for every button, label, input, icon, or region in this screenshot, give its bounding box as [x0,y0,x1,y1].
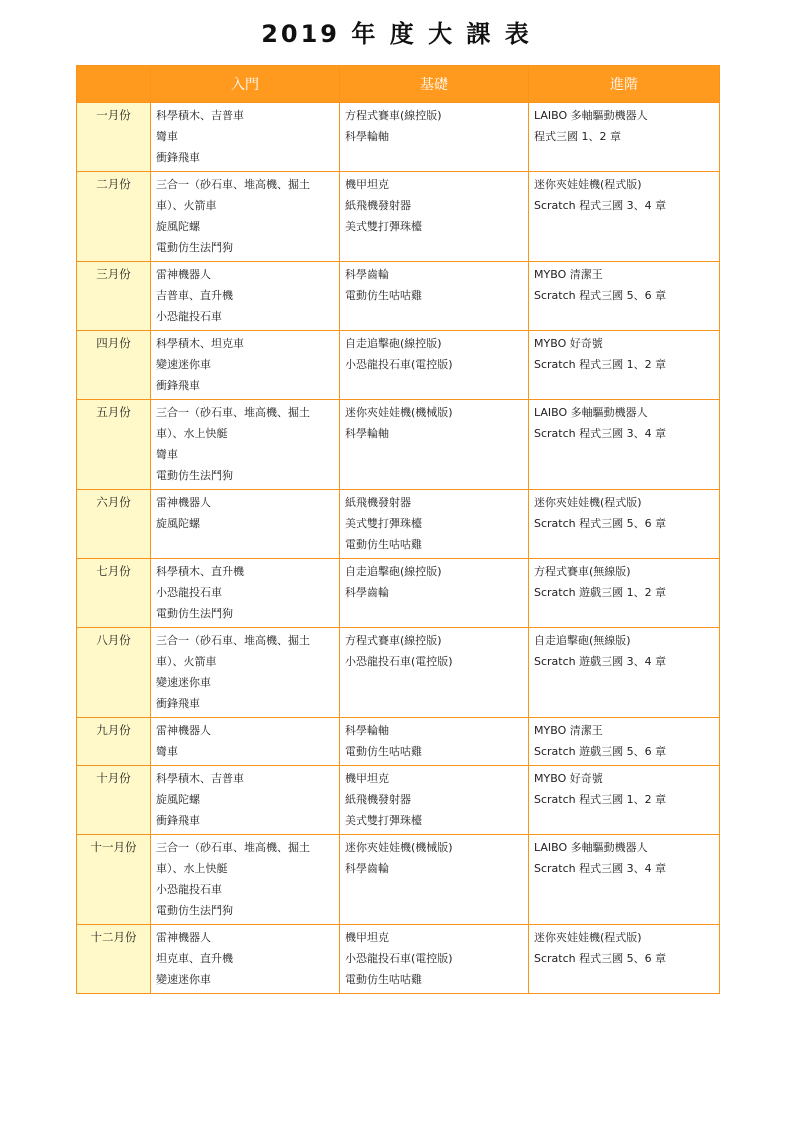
advanced-cell [529,103,720,172]
basic-cell [340,262,529,331]
course-item: MYBO 好奇號 [534,337,603,350]
page-title: 2019 年 度 大 課 表 [261,20,532,48]
course-item: 小恐龍投石車 [156,883,222,896]
course-item: 自走追擊砲(無線版) [534,634,631,647]
table-row [77,400,720,490]
month-cell: 一月份 [77,103,151,172]
table-row [77,628,720,718]
course-item: 小恐龍投石車 [156,586,222,599]
course-item: Scratch 遊戲三國 5、6 章 [534,745,667,758]
course-item: 科學積木、坦克車 [156,337,244,350]
course-item: Scratch 程式三國 1、2 章 [534,358,667,371]
course-item: Scratch 程式三國 3、4 章 [534,199,667,212]
beginner-cell [151,766,340,835]
course-item: 電動仿生法鬥狗 [156,469,233,482]
course-item: 電動仿生法鬥狗 [156,607,233,620]
month-cell: 五月份 [77,400,151,490]
course-item: 機甲坦克 [345,931,389,944]
advanced-cell [529,628,720,718]
course-item: 雷神機器人 [156,931,211,944]
course-item: 彎車 [156,448,178,461]
course-item: 紙飛機發射器 [345,793,411,806]
basic-cell [340,925,529,994]
beginner-cell [151,559,340,628]
course-item: 電動仿生法鬥狗 [156,241,233,254]
advanced-cell [529,331,720,400]
course-item: 電動仿生咕咕雞 [345,973,422,986]
course-item: 旋風陀螺 [156,517,200,530]
beginner-cell [151,172,340,262]
basic-cell [340,172,529,262]
course-item: 電動仿生咕咕雞 [345,538,422,551]
table-row [77,262,720,331]
course-item: 科學輪軸 [345,427,389,440]
course-item: 方程式賽車(線控版) [345,634,442,647]
course-item: 科學輪軸 [345,724,389,737]
course-item: 變速迷你車 [156,973,211,986]
course-item: Scratch 程式三國 1、2 章 [534,793,667,806]
course-item: 雷神機器人 [156,496,211,509]
table-row [77,331,720,400]
month-cell: 十二月份 [77,925,151,994]
header-advanced: 進階 [529,66,720,103]
table-row [77,490,720,559]
table-row [77,925,720,994]
beginner-cell [151,628,340,718]
course-item: MYBO 清潔王 [534,724,603,737]
month-cell: 九月份 [77,718,151,766]
course-item: 科學積木、直升機 [156,565,244,578]
course-item: 變速迷你車 [156,676,211,689]
schedule-table [76,65,720,994]
course-item: 三合一（砂石車、堆高機、掘土車）、水上快艇 [156,406,310,440]
advanced-cell [529,262,720,331]
course-item: 衝鋒飛車 [156,697,200,710]
header-beginner: 入門 [151,66,340,103]
course-item: 迷你夾娃娃機(程式版) [534,178,642,191]
course-item: Scratch 遊戲三國 1、2 章 [534,586,667,599]
course-item: 雷神機器人 [156,724,211,737]
basic-cell [340,718,529,766]
course-item: 自走追擊砲(線控版) [345,565,442,578]
month-cell: 十月份 [77,766,151,835]
course-item: 方程式賽車(無線版) [534,565,631,578]
month-cell: 八月份 [77,628,151,718]
month-cell: 十一月份 [77,835,151,925]
advanced-cell [529,766,720,835]
table-row [77,559,720,628]
beginner-cell [151,331,340,400]
month-cell: 二月份 [77,172,151,262]
header-row [77,66,720,103]
course-item: 機甲坦克 [345,178,389,191]
month-cell: 三月份 [77,262,151,331]
course-item: LAIBO 多軸驅動機器人 [534,406,648,419]
month-cell: 七月份 [77,559,151,628]
basic-cell [340,835,529,925]
course-item: 自走追擊砲(線控版) [345,337,442,350]
course-item: LAIBO 多軸驅動機器人 [534,841,648,854]
course-item: 吉普車、直升機 [156,289,233,302]
course-item: 彎車 [156,130,178,143]
course-item: 科學積木、吉普車 [156,109,244,122]
course-item: 科學輪軸 [345,130,389,143]
table-row [77,766,720,835]
course-item: Scratch 遊戲三國 3、4 章 [534,655,667,668]
course-item: 迷你夾娃娃機(機械版) [345,406,453,419]
beginner-cell [151,835,340,925]
course-item: Scratch 程式三國 3、4 章 [534,427,667,440]
schedule-body [77,103,720,994]
course-item: 旋風陀螺 [156,793,200,806]
course-item: 小恐龍投石車(電控版) [345,358,453,371]
course-item: 彎車 [156,745,178,758]
course-item: 電動仿生法鬥狗 [156,904,233,917]
course-item: LAIBO 多軸驅動機器人 [534,109,648,122]
header-month [77,66,151,103]
course-item: Scratch 程式三國 5、6 章 [534,517,667,530]
course-item: 小恐龍投石車 [156,310,222,323]
course-item: 美式雙打彈珠檯 [345,814,422,827]
course-item: Scratch 程式三國 3、4 章 [534,862,667,875]
basic-cell [340,559,529,628]
course-item: 小恐龍投石車(電控版) [345,952,453,965]
course-item: 電動仿生咕咕雞 [345,745,422,758]
basic-cell [340,490,529,559]
course-item: 科學積木、吉普車 [156,772,244,785]
course-item: Scratch 程式三國 5、6 章 [534,289,667,302]
course-item: 雷神機器人 [156,268,211,281]
basic-cell [340,766,529,835]
course-item: 坦克車、直升機 [156,952,233,965]
course-item: 科學齒輪 [345,586,389,599]
basic-cell [340,103,529,172]
course-item: 科學齒輪 [345,268,389,281]
course-item: 三合一（砂石車、堆高機、掘土車）、火箭車 [156,634,310,668]
course-item: 迷你夾娃娃機(程式版) [534,931,642,944]
advanced-cell [529,835,720,925]
basic-cell [340,400,529,490]
beginner-cell [151,718,340,766]
advanced-cell [529,172,720,262]
table-row [77,172,720,262]
course-item: 衝鋒飛車 [156,379,200,392]
course-item: 美式雙打彈珠檯 [345,220,422,233]
course-item: 紙飛機發射器 [345,496,411,509]
beginner-cell [151,400,340,490]
course-item: 變速迷你車 [156,358,211,371]
advanced-cell [529,559,720,628]
advanced-cell [529,400,720,490]
basic-cell [340,331,529,400]
course-item: 美式雙打彈珠檯 [345,517,422,530]
course-item: 程式三國 1、2 章 [534,130,621,143]
month-cell: 六月份 [77,490,151,559]
course-item: MYBO 好奇號 [534,772,603,785]
course-item: 旋風陀螺 [156,220,200,233]
month-cell: 四月份 [77,331,151,400]
course-item: 電動仿生咕咕雞 [345,289,422,302]
beginner-cell [151,490,340,559]
course-item: MYBO 清潔王 [534,268,603,281]
course-item: 方程式賽車(線控版) [345,109,442,122]
beginner-cell [151,262,340,331]
basic-cell [340,628,529,718]
course-item: 衝鋒飛車 [156,814,200,827]
course-item: 迷你夾娃娃機(程式版) [534,496,642,509]
course-item: 科學齒輪 [345,862,389,875]
advanced-cell [529,490,720,559]
course-item: 三合一（砂石車、堆高機、掘土車）、火箭車 [156,178,310,212]
table-row [77,835,720,925]
course-item: 紙飛機發射器 [345,199,411,212]
course-item: 衝鋒飛車 [156,151,200,164]
course-item: 三合一（砂石車、堆高機、掘土車）、水上快艇 [156,841,310,875]
course-item: 迷你夾娃娃機(機械版) [345,841,453,854]
course-item: 小恐龍投石車(電控版) [345,655,453,668]
beginner-cell [151,925,340,994]
advanced-cell [529,925,720,994]
course-item: Scratch 程式三國 5、6 章 [534,952,667,965]
table-row [77,103,720,172]
beginner-cell [151,103,340,172]
table-row [77,718,720,766]
header-basic: 基礎 [340,66,529,103]
course-item: 機甲坦克 [345,772,389,785]
advanced-cell [529,718,720,766]
